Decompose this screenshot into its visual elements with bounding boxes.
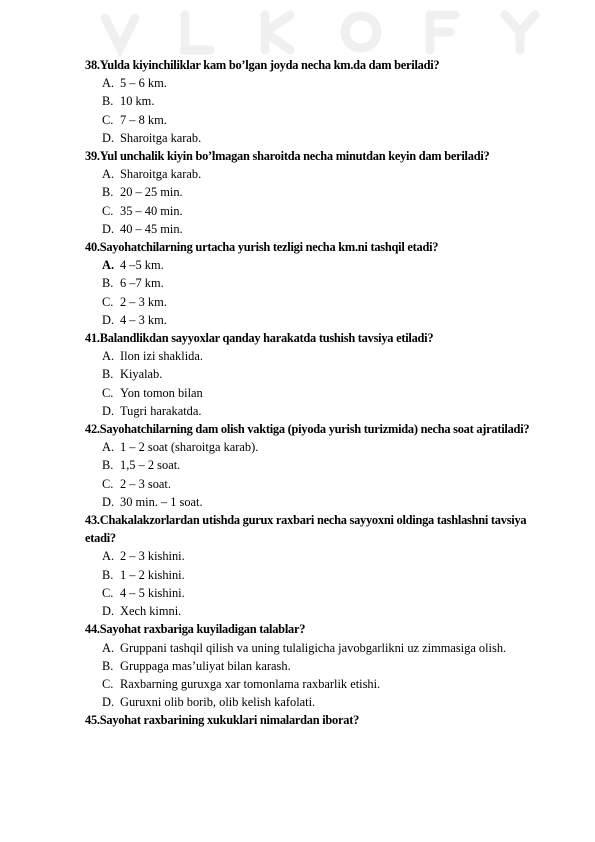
answer-option: C. 4 – 5 kishini. (102, 585, 185, 600)
answer-option: D. Tugri harakatda. (102, 403, 202, 418)
question-list (85, 56, 555, 730)
question-heading: 44.Sayohat raxbariga kuyiladigan talablar? (85, 622, 306, 637)
question-heading: 43.Chakalakzorlardan utishda gurux raxbari necha sayyoxni oldinga tashlashni tavsiya etadi? (85, 513, 527, 546)
question-45 (85, 711, 555, 729)
answer-option: D. 4 – 3 km. (102, 312, 167, 327)
answer-option: C. 35 – 40 min. (102, 203, 183, 218)
answer-option: C. 2 – 3 km. (102, 294, 167, 309)
question-heading: 39.Yul unchalik kiyin bo’lmagan sharoitda necha minutdan keyin dam beriladi? (85, 149, 490, 164)
question-heading: 38.Yulda kiyinchiliklar kam bo’lgan joyda necha km.da dam beriladi? (85, 58, 440, 72)
answer-option: A. 1 – 2 soat (sharoitga karab). (102, 440, 259, 455)
question-heading: 42.Sayohatchilarning dam olish vaktiga (piyoda yurish turizmida) necha soat ajratiladi? (85, 422, 530, 437)
answer-option: A. 2 – 3 kishini. (102, 549, 185, 564)
answer-option: A. Gruppani tashqil qilish va uning tulaligicha javobgarlikni uz zimmasiga olish. (102, 640, 507, 655)
answer-option: B. 6 –7 km. (102, 276, 164, 291)
question-heading: 40.Sayohatchilarning urtacha yurish tezligi necha km.ni tashqil etadi? (85, 240, 439, 255)
answer-option: A. Sharoitga karab. (102, 167, 202, 182)
question-42 (85, 420, 555, 511)
answer-option: C. 7 – 8 km. (102, 112, 167, 127)
answer-option: B. Kiyalab. (102, 367, 163, 382)
question-heading: 45.Sayohat raxbarining xukuklari nimalardan iborat? (85, 713, 360, 728)
answer-option: A. 5 – 6 km. (102, 76, 167, 91)
question-41 (85, 329, 555, 420)
question-38 (85, 56, 555, 147)
answer-option: C. 2 – 3 soat. (102, 476, 171, 491)
answer-option: C. Raxbarning guruxga xar tomonlama raxbarlik etishi. (102, 676, 381, 691)
answer-option: B. 1,5 – 2 soat. (102, 458, 181, 473)
answer-option: B. 20 – 25 min. (102, 185, 183, 200)
answer-option: B. Gruppaga mas’uliyat bilan karash. (102, 658, 291, 673)
question-40 (85, 238, 555, 329)
answer-option: B. 10 km. (102, 94, 155, 109)
answer-option: A. Ilon izi shaklida. (102, 349, 203, 364)
answer-option: D. Xech kimni. (102, 604, 182, 619)
answer-option: D. 40 – 45 min. (102, 221, 183, 236)
answer-option: B. 1 – 2 kishini. (102, 567, 185, 582)
question-43 (85, 511, 555, 620)
question-heading: 41.Balandlikdan sayyoxlar qanday harakatda tushish tavsiya etiladi? (85, 331, 434, 346)
answer-option: D. Guruxni olib borib, olib kelish kafolati. (102, 695, 316, 710)
question-39 (85, 147, 555, 238)
answer-option: A. 4 –5 km. (102, 258, 164, 273)
answer-option: D. Sharoitga karab. (102, 130, 202, 145)
question-44 (85, 620, 555, 711)
answer-option: C. Yon tomon bilan (102, 385, 203, 400)
answer-option: D. 30 min. – 1 soat. (102, 494, 203, 509)
